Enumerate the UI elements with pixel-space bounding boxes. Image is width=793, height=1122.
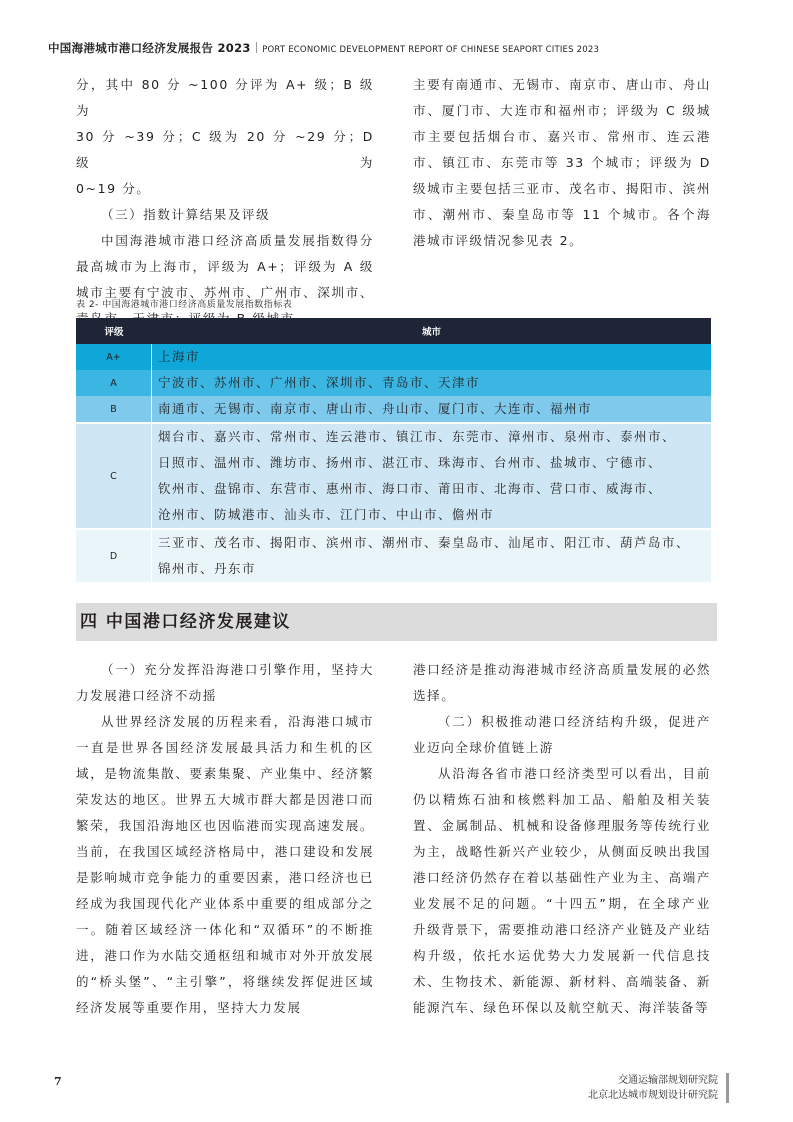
bottom-right-column: [413, 657, 711, 1021]
running-header: [48, 40, 599, 56]
column-header-cities: 城市: [152, 318, 711, 344]
cities-cell: [152, 370, 711, 396]
subheading: （一）充分发挥沿海港口引擎作用，坚持大力发展港口经济不动摇: [76, 662, 374, 703]
footer-organizations: [588, 1073, 729, 1103]
subheading: （二）积极推动港口经济结构升级，促进产业迈向全球价值链上游: [413, 714, 711, 755]
grade-cell: C: [76, 422, 152, 528]
table-header-row: [76, 318, 711, 344]
cities-line: 钦州市、盘锦市、东营市、惠州市、海口市、莆田市、北海市、营口市、威海市、: [158, 481, 663, 496]
cities-line: 烟台市、嘉兴市、常州市、连云港市、镇江市、东莞市、漳州市、泉州市、泰州市、: [158, 429, 677, 444]
cities-line: 南通市、无锡市、南京市、唐山市、舟山市、厦门市、大连市、福州市: [158, 401, 593, 416]
header-title-en: PORT ECONOMIC DEVELOPMENT REPORT OF CHINESE SEAPORT CITIES 2023: [262, 45, 600, 55]
grade-cell: D: [76, 528, 152, 582]
paragraph-line: 30 分 ~39 分；C 级为 20 分 ~29 分；D 级为: [76, 129, 374, 170]
cities-line: 锦州市、丹东市: [158, 561, 257, 576]
grade-cell: A+: [76, 344, 152, 370]
header-divider: [256, 42, 258, 53]
cities-cell: [152, 528, 711, 582]
cities-line: 日照市、温州市、潍坊市、扬州市、湛江市、珠海市、台州市、盐城市、宁德市、: [158, 455, 663, 470]
page-number: 7: [54, 1075, 62, 1088]
cities-line: 三亚市、茂名市、揭阳市、滨州市、潮州市、秦皇岛市、汕尾市、阳江市、葫芦岛市、: [158, 535, 691, 550]
footer-org-line: 北京北达城市规划设计研究院: [588, 1090, 718, 1101]
cities-cell: [152, 396, 711, 422]
table-row: [76, 396, 711, 422]
column-header-grade: 评级: [76, 318, 152, 344]
cities-line: 上海市: [158, 349, 201, 364]
bottom-left-column: [76, 657, 374, 1021]
cities-cell: [152, 344, 711, 370]
footer-org-line: 交通运输部规划研究院: [618, 1075, 718, 1086]
table-row: [76, 528, 711, 582]
paragraph: 主要有南通市、无锡市、南京市、唐山市、舟山市、厦门市、大连市和福州市；评级为 C 级城市主要包括烟台市、嘉兴市、常州市、连云港市、镇江市、东莞市等 33 个城市；评级为 D 级城市主要包括三亚市、茂名市、揭阳市、滨州市、潮州市、秦皇岛市等 11 个城市。各个海港城市评级情况参见表 2。: [413, 77, 711, 248]
cities-cell: [152, 422, 711, 528]
paragraph: 从沿海各省市港口经济类型可以看出，目前仍以精炼石油和核燃料加工品、船舶及相关装置、金属制品、机械和设备修理服务等传统行业为主，战略性新兴产业较少，从侧面反映出我国港口经济仍然存在着以基础性产业为主、高端产业发展不足的问题。“十四五”期，在全球产业升级背景下，需要推动港口经济产业链及产业结构升级，依托水运优势大力发展新一代信息技术、生物技术、新能源、新材料、高端装备、新能源汽车、绿色环保以及航空航天、海洋装备等: [413, 766, 711, 1015]
header-title-cn: 中国海港城市港口经济发展报告 2023: [48, 41, 251, 55]
section-heading-bar: [76, 603, 717, 641]
top-right-column: [413, 72, 711, 254]
table-row: [76, 344, 711, 370]
grade-cell: A: [76, 370, 152, 396]
paragraph: 港口经济是推动海港城市经济高质量发展的必然选择。: [413, 662, 711, 703]
grade-cell: B: [76, 396, 152, 422]
table-caption: 表 2- 中国海港城市港口经济高质量发展指数指标表: [76, 300, 293, 310]
cities-line: 沧州市、防城港市、汕头市、江门市、中山市、儋州市: [158, 507, 495, 522]
paragraph-line: 分，其中 80 分 ~100 分评为 A+ 级；B 级为: [76, 77, 374, 118]
paragraph: 中国海港城市港口经济高质量发展指数得分最高城市为上海市，评级为 A+；评级为 A 级城市主要有宁波市、苏州市、广州市、深圳市、: [76, 233, 374, 300]
cities-line: 宁波市、苏州市、广州市、深圳市、青岛市、天津市: [158, 375, 481, 390]
subheading: （三）指数计算结果及评级: [101, 207, 271, 222]
top-left-column: [76, 72, 374, 332]
paragraph: 从世界经济发展的历程来看，沿海港口城市一直是世界各国经济发展最具活力和生机的区域，是物流集散、要素集聚、产业集中、经济繁荣发达的地区。世界五大城市群大都是因港口而繁荣，我国沿海地区也因临港而实现高速发展。当前，在我国区域经济格局中，港口建设和发展是影响城市竞争能力的重要因素，港口经济也已经成为我国现代化产业体系中重要的组成部分之一。随着区域经济一体化和“双循环”的不断推进，港口作为水陆交通枢纽和城市对外开放发展的“桥头堡”、“主引擎”，将继续发挥促进区域经济发展等重要作用，坚持大力发展: [76, 714, 374, 1015]
rating-table: [76, 318, 711, 582]
section-title: 四 中国港口经济发展建议: [80, 612, 291, 632]
table-row: [76, 370, 711, 396]
table-row: [76, 422, 711, 528]
paragraph-line: 0~19 分。: [76, 181, 151, 196]
